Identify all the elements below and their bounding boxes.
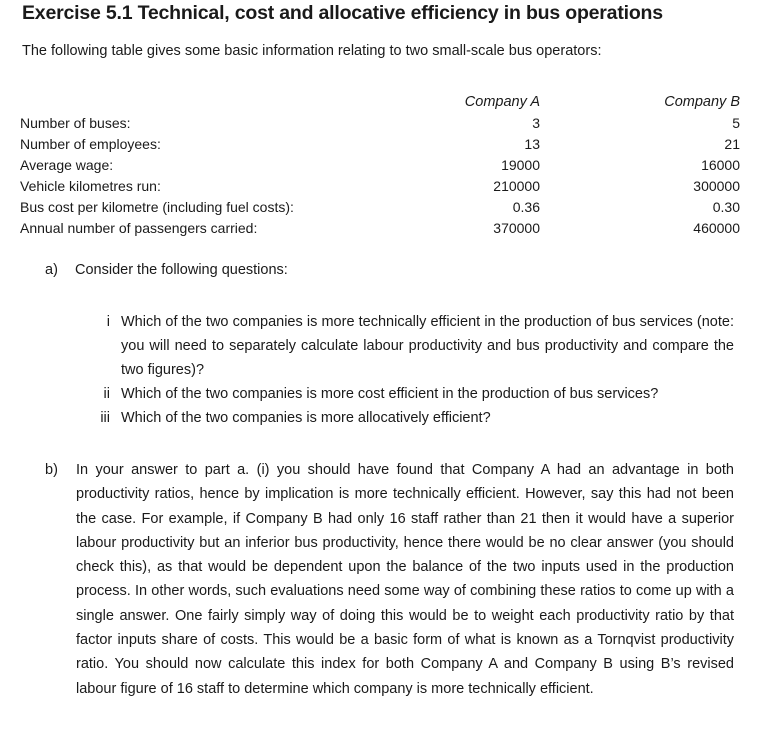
table-row — [20, 134, 740, 155]
table-row — [20, 155, 740, 176]
exercise-title: Exercise 5.1 Technical, cost and allocative efficiency in bus operations — [22, 2, 663, 24]
row-label: Number of employees: — [20, 136, 161, 152]
question-text: Which of the two companies is more allocatively efficient? — [121, 410, 491, 426]
company-a-header: Company A — [464, 93, 540, 110]
company-b-value: 5 — [732, 115, 740, 131]
row-label: Number of buses: — [20, 115, 131, 131]
company-a-value: 3 — [532, 115, 540, 131]
part-a-question-list — [90, 310, 734, 430]
question-number: iii — [100, 410, 110, 426]
part-a-prompt — [45, 262, 288, 278]
company-b-value: 300000 — [693, 178, 740, 194]
list-item — [90, 310, 734, 382]
question-number: ii — [103, 386, 110, 402]
list-item — [90, 406, 734, 430]
part-a-marker: a) — [45, 262, 58, 278]
part-b — [45, 458, 734, 701]
table-row — [20, 113, 740, 134]
company-a-value: 19000 — [501, 157, 540, 173]
company-a-value: 13 — [524, 136, 540, 152]
company-a-value: 370000 — [493, 220, 540, 236]
table-row — [20, 218, 740, 239]
table-header-blank — [20, 91, 440, 113]
row-label: Bus cost per kilometre (including fuel costs): — [20, 199, 294, 215]
bus-operators-table — [20, 91, 740, 239]
question-text: Which of the two companies is more technically efficient in the production of bus services (note: you will need to separately calculate labour productivity and bus productivity and compare the two figures)? — [121, 314, 734, 378]
company-a-value: 0.36 — [512, 199, 540, 215]
exercise-intro: The following table gives some basic information relating to two small-scale bus operators: — [22, 43, 602, 59]
company-b-header: Company B — [664, 93, 740, 110]
company-b-value: 460000 — [693, 220, 740, 236]
table-row — [20, 197, 740, 218]
part-b-text: In your answer to part a. (i) you should have found that Company A had an advantage in both productivity ratios, hence by implication is more technically efficient. However, say this had not been the case. For example, if Company B had only 16 staff rather than 21 then it would have a superior labour productivity but an inferior bus productivity, hence there would be no clear answer (you should check this), as that would be dependent upon the balance of the two inputs used in the production process. In other words, such evaluations need some way of combining these ratios to come up with a single answer. One fairly simply way of doing this would be to weight each productivity ratio by that factor inputs share of costs. This would be a basic form of what is known as a Tornqvist productivity ratio. You should now calculate this index for both Company A and Company B using B’s revised labour figure of 16 staff to determine which company is more technically efficient. — [76, 462, 734, 697]
part-b-marker: b) — [45, 462, 58, 478]
list-item — [90, 382, 734, 406]
company-b-value: 21 — [724, 136, 740, 152]
table-row — [20, 176, 740, 197]
row-label: Average wage: — [20, 157, 114, 173]
row-label: Vehicle kilometres run: — [20, 178, 161, 194]
row-label: Annual number of passengers carried: — [20, 220, 258, 236]
company-b-value: 0.30 — [712, 199, 740, 215]
company-a-value: 210000 — [493, 178, 540, 194]
question-text: Which of the two companies is more cost efficient in the production of bus services? — [121, 386, 659, 402]
part-a-text: Consider the following questions: — [75, 262, 288, 278]
table-header-row — [20, 91, 740, 113]
company-b-value: 16000 — [701, 157, 740, 173]
question-number: i — [106, 314, 110, 330]
